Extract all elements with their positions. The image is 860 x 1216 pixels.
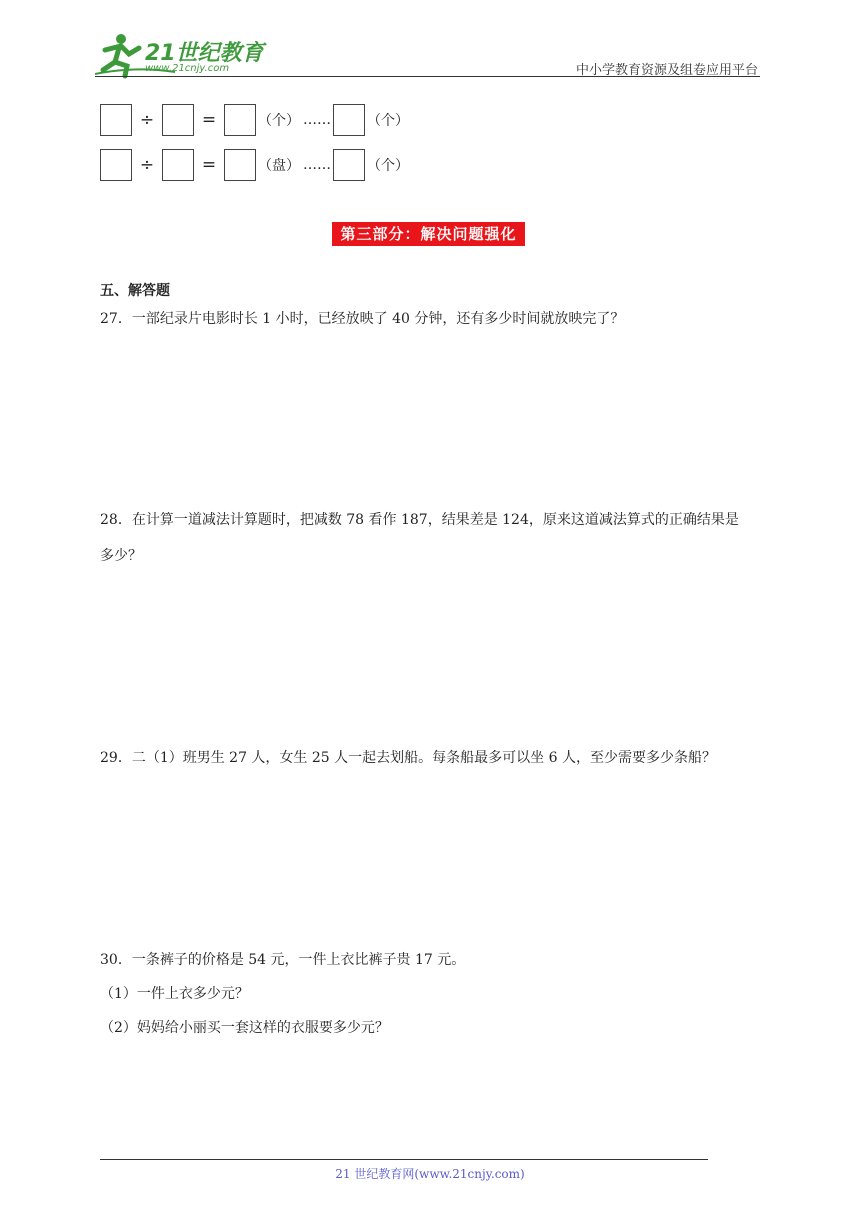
answer-box[interactable] <box>100 104 132 136</box>
question-30-part-2: （2）妈妈给小丽买一套这样的衣服要多少元？ <box>100 1020 389 1036</box>
answer-box[interactable] <box>100 149 132 181</box>
equation-row-2 <box>100 147 412 183</box>
answer-box[interactable] <box>333 104 365 136</box>
unit-label: （个） <box>258 113 300 129</box>
unit-label: （盘） <box>258 158 300 174</box>
question-28: 28．在计算一道减法计算题时，把减数 78 看作 187，结果差是 124，原来这道减法算式的正确结果是 <box>100 512 739 528</box>
question-29: 29．二（1）班男生 27 人，女生 25 人一起去划船。每条船最多可以坐 6 人，至少需要多少条船？ <box>100 750 716 766</box>
footer-divider <box>100 1159 708 1160</box>
header-divider <box>95 76 760 77</box>
answer-box[interactable] <box>162 149 194 181</box>
divide-sign: ÷ <box>139 155 155 175</box>
answer-box[interactable] <box>333 149 365 181</box>
logo-url: www.21cnjy.com <box>145 63 230 74</box>
section-heading: 五、解答题 <box>100 283 170 299</box>
question-30-part-1: （1）一件上衣多少元？ <box>100 986 249 1002</box>
answer-box[interactable] <box>224 104 256 136</box>
unit-label: （个） <box>367 158 409 174</box>
equals-sign: = <box>201 155 217 175</box>
question-27: 27．一部纪录片电影时长 1 小时，已经放映了 40 分钟，还有多少时间就放映完了？ <box>100 311 625 327</box>
divide-sign: ÷ <box>139 110 155 130</box>
unit-label: （个） <box>367 113 409 129</box>
remainder-dots: …… <box>303 157 331 173</box>
question-28-continued: 多少？ <box>100 548 142 564</box>
answer-box[interactable] <box>162 104 194 136</box>
platform-name: 中小学教育资源及组卷应用平台 <box>575 63 758 78</box>
remainder-dots: …… <box>303 112 331 128</box>
answer-box[interactable] <box>224 149 256 181</box>
logo-text: 21世纪教育 <box>145 41 264 66</box>
site-logo <box>95 32 265 80</box>
equation-row-1 <box>100 102 412 138</box>
question-30: 30．一条裤子的价格是 54 元，一件上衣比裤子贵 17 元。 <box>100 952 466 968</box>
section-banner: 第三部分：解决问题强化 <box>332 222 525 246</box>
footer-link[interactable]: 21 世纪教育网(www.21cnjy.com) <box>335 1167 525 1181</box>
equals-sign: = <box>201 110 217 130</box>
